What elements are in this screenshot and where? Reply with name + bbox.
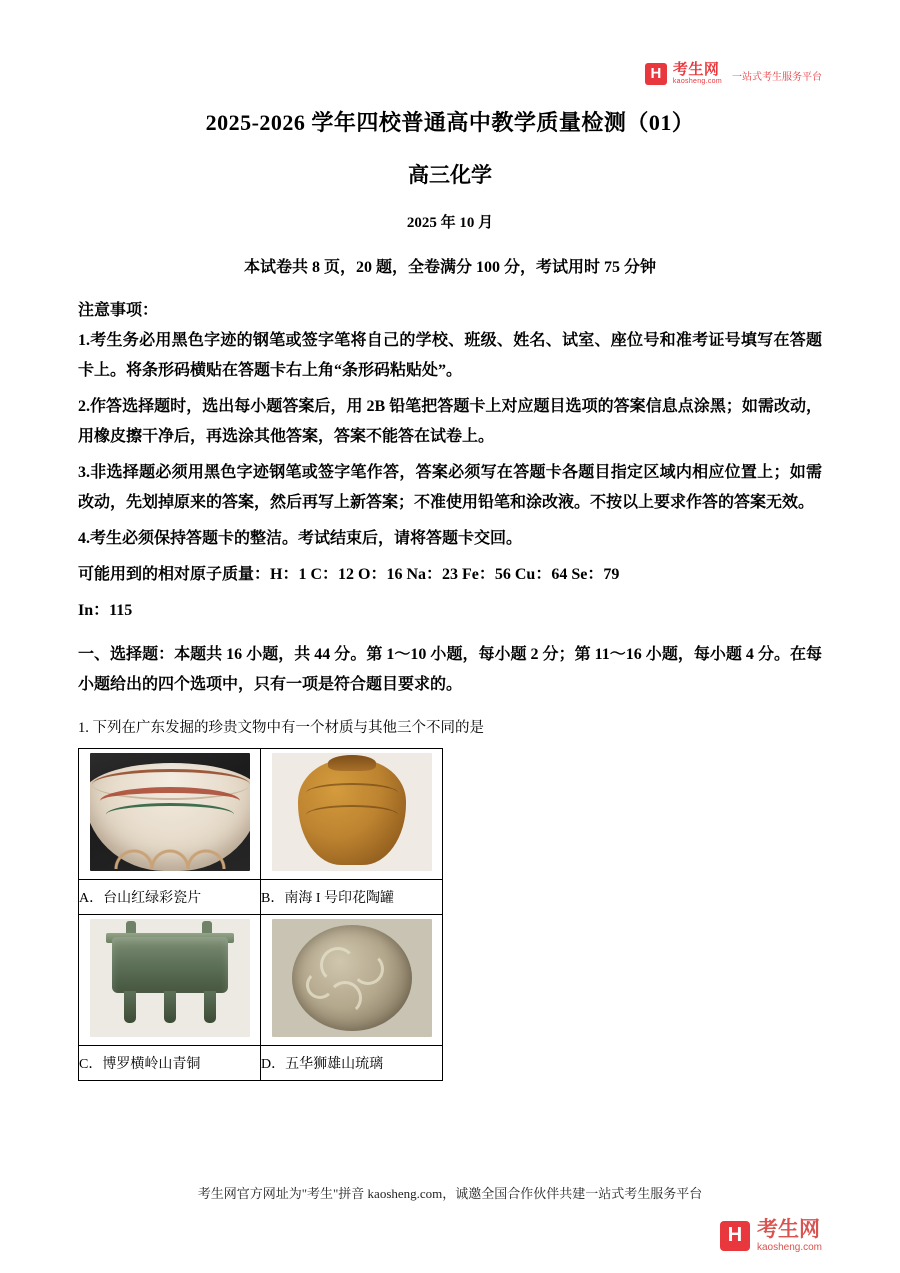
glazed-disc-image xyxy=(272,919,432,1037)
atomic-mass-line-2: In：115 xyxy=(78,602,133,619)
option-b-label: B．南海 I 号印花陶罐 xyxy=(261,880,443,915)
pottery-jar-image xyxy=(272,753,432,871)
footer-brand-mark-icon: H xyxy=(720,1221,750,1251)
porcelain-shard-image xyxy=(90,753,250,871)
question-1-options-table xyxy=(78,748,443,1081)
table-row xyxy=(79,915,443,1046)
option-b-image-cell xyxy=(261,749,443,880)
footer-brand-name-en: kaosheng.com xyxy=(756,1242,822,1254)
notice-title: 注意事项： xyxy=(78,302,159,319)
option-d-label: D．五华狮雄山琉璃 xyxy=(261,1046,443,1081)
option-c-label: C．博罗横岭山青铜 xyxy=(79,1046,261,1081)
notice-item-3: 3.非选择题必须用黑色字迹钢笔或签字笔作答，答案必须写在答题卡各题目指定区域内相应位置上；如需改动，先划掉原来的答案，然后再写上新答案；不准使用铅笔和涂改液。不按以上要求作答的答案无效。 xyxy=(78,464,822,511)
notice-item-1: 1.考生务必用黑色字迹的钢笔或签字笔将自己的学校、班级、姓名、试室、座位号和准考证号填写在答题卡上。将条形码横贴在答题卡右上角“条形码粘贴处”。 xyxy=(78,332,822,379)
question-1-stem: 1. 下列在广东发掘的珍贵文物中有一个材质与其他三个不同的是 xyxy=(78,720,484,736)
page-title: 2025-2026 学年四校普通高中教学质量检测（01） xyxy=(205,110,695,135)
footer-brand-name-cn: 考生网 xyxy=(756,1218,820,1241)
brand-logo xyxy=(645,62,822,85)
brand-mark-icon: H xyxy=(645,63,667,85)
brand-name-en: kaosheng.com xyxy=(672,77,722,85)
bronze-ding-image xyxy=(90,919,250,1037)
option-c-image-cell xyxy=(79,915,261,1046)
table-row xyxy=(79,1046,443,1081)
notice-item-2: 2.作答选择题时，选出每小题答案后，用 2B 铅笔把答题卡上对应题目选项的答案信息点涂黑；如需改动，用橡皮擦干净后，再选涂其他答案，答案不能答在试卷上。 xyxy=(78,398,822,445)
option-d-image-cell xyxy=(261,915,443,1046)
section-heading: 一、选择题：本题共 16 小题，共 44 分。第 1～10 小题，每小题 2 分；第 11～16 小题，每小题 4 分。在每小题给出的四个选项中，只有一项是符合题目要求的。 xyxy=(78,646,822,693)
exam-date: 2025 年 10 月 xyxy=(406,215,494,231)
subject-title: 高三化学 xyxy=(408,163,492,187)
table-row xyxy=(79,880,443,915)
footer-brand-logo xyxy=(720,1218,822,1254)
footer-note: 考生网官方网址为"考生"拼音 kaosheng.com，诚邀全国合作伙伴共建一站式考生服务平台 xyxy=(197,1186,703,1201)
notice-item-4: 4.考生必须保持答题卡的整洁。考试结束后，请将答题卡交回。 xyxy=(78,530,523,547)
option-a-label: A．台山红绿彩瓷片 xyxy=(79,880,261,915)
brand-slogan: 一站式考生服务平台 xyxy=(732,72,822,84)
table-row xyxy=(79,749,443,880)
exam-info: 本试卷共 8 页，20 题，全卷满分 100 分，考试用时 75 分钟 xyxy=(243,259,656,276)
option-a-image-cell xyxy=(79,749,261,880)
brand-name-cn: 考生网 xyxy=(672,61,720,78)
footer-brand-text xyxy=(757,1218,822,1254)
atomic-mass-line-1: 可能用到的相对原子质量：H：1 C：12 O：16 Na：23 Fe：56 Cu：64 Se：79 xyxy=(78,566,620,583)
brand-text xyxy=(673,62,722,85)
